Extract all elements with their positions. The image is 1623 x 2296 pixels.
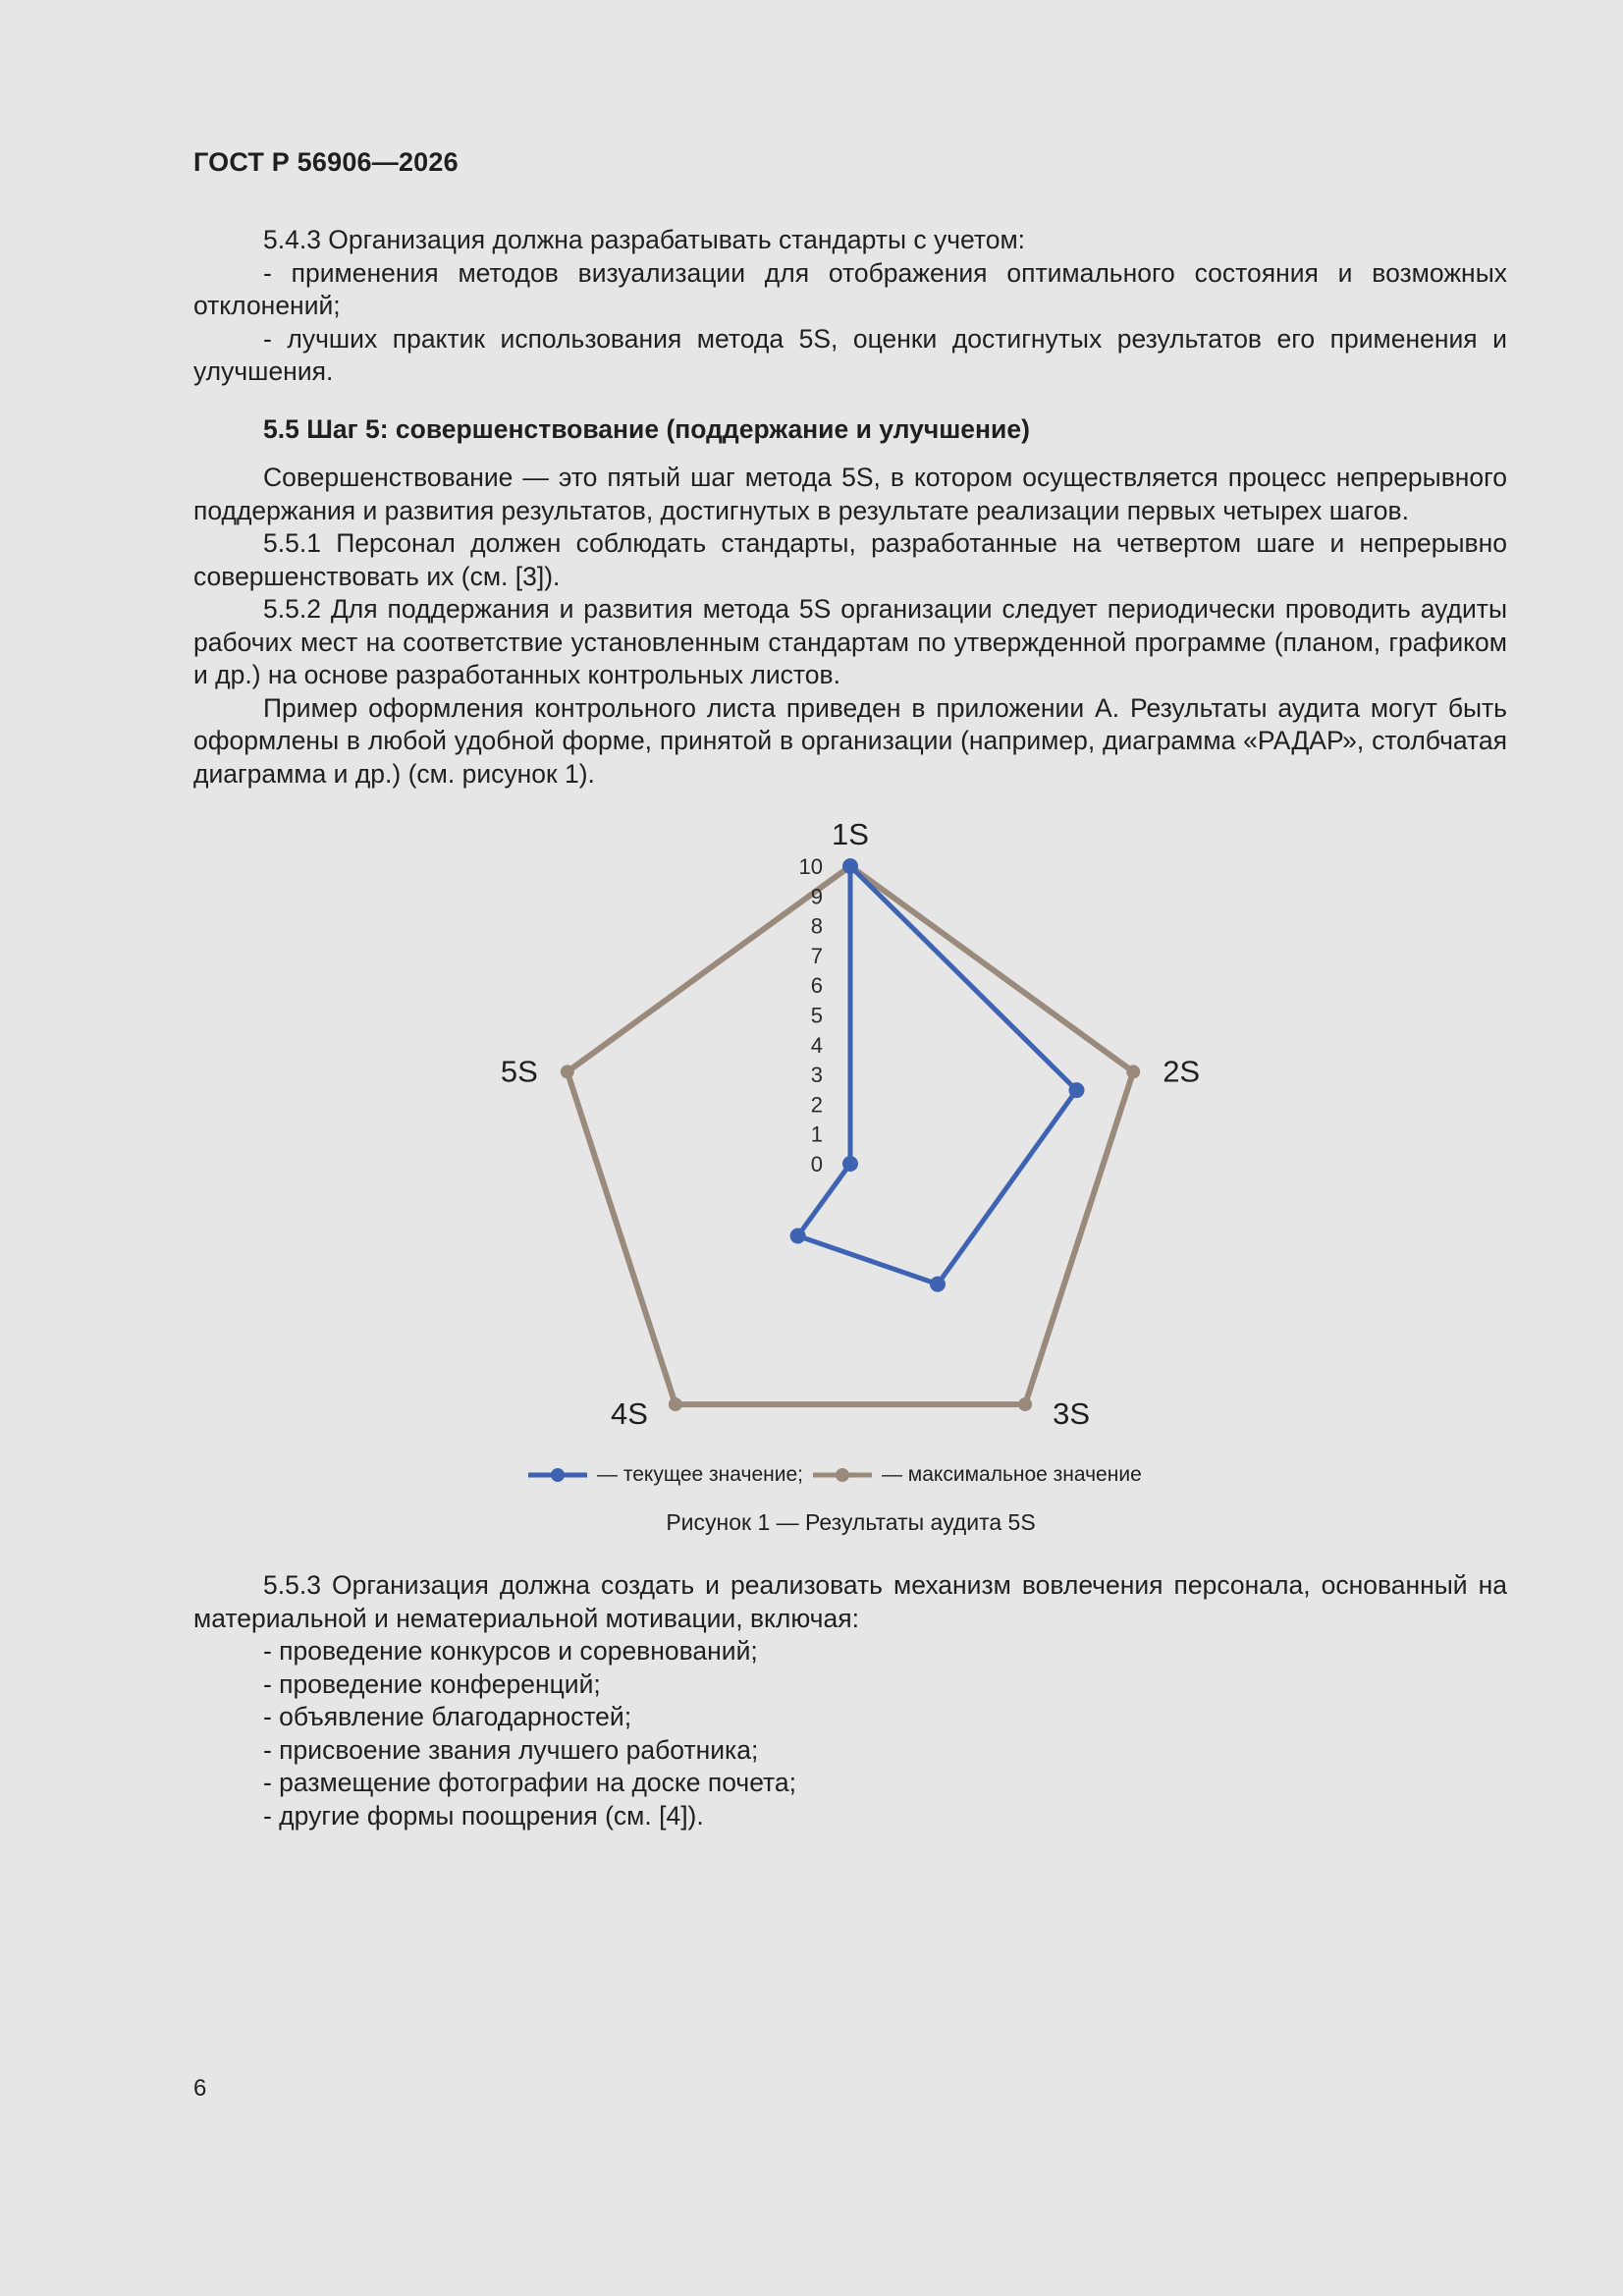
point-max-2S — [1126, 1065, 1140, 1078]
chart-legend — [526, 1463, 1142, 1487]
paragraph: 5.5.3 Организация должна создать и реализовать механизм вовлечения персонала, основанный на материальной и нематериальной мотивации, включая: — [193, 1570, 1507, 1633]
list-item: - проведение конференций; — [263, 1668, 601, 1699]
tick-label: 8 — [810, 913, 823, 939]
point-max-5S — [561, 1065, 574, 1078]
page-number: 6 — [193, 2075, 207, 2102]
list-item: - присвоение звания лучшего работника; — [263, 1734, 759, 1765]
clause-5-5-3 — [193, 1569, 1507, 1832]
point-current-2S — [1069, 1082, 1085, 1098]
paragraph: 5.5.2 Для поддержания и развития метода 5S организации следует периодически проводить аудиты рабочих мест на соответствие установленным стандартам по утвержденной программе (планом, графиком и др.) на основе разработанных контрольных листов. — [193, 594, 1507, 689]
list-item: - проведение конкурсов и соревнований; — [263, 1636, 758, 1666]
point-current-1S — [842, 858, 858, 874]
section-5-5-body — [193, 462, 1507, 791]
paragraph: 5.4.3 Организация должна разрабатывать стандарты с учетом: — [263, 225, 1026, 254]
list-item: - применения методов визуализации для отображения оптимального состояния и возможных отклонений; — [193, 257, 1507, 320]
tick-label: 4 — [810, 1032, 823, 1058]
radar-chart-svg — [0, 805, 1623, 1561]
section-heading: 5.5 Шаг 5: совершенствование (поддержание и улучшение) — [263, 414, 1030, 444]
tick-label: 0 — [810, 1152, 823, 1176]
paragraph: Совершенствование — это пятый шаг метода 5S, в котором осуществляется процесс непрерывного поддержания и развития результатов, достигнутых в результате реализации первых четырех шагов. — [193, 463, 1507, 525]
list-item: - другие формы поощрения (см. [4]). — [263, 1800, 704, 1831]
section-5-5 — [193, 413, 1507, 447]
tick-label: 3 — [810, 1063, 823, 1088]
legend-item-max — [811, 1463, 1142, 1487]
legend-label-max: — максимальное значение — [881, 1463, 1142, 1486]
tick-label: 7 — [810, 943, 823, 968]
clause-5-4-3 — [193, 224, 1507, 389]
figure-caption: Рисунок 1 — Результаты аудита 5S — [666, 1509, 1036, 1535]
radar-chart — [0, 805, 1623, 1561]
point-max-4S — [669, 1397, 682, 1411]
tick-label: 1 — [810, 1121, 823, 1147]
axis-label-4S: 4S — [610, 1396, 648, 1432]
list-item: - объявление благодарностей; — [263, 1702, 632, 1731]
legend-marker-current — [526, 1466, 589, 1484]
legend-marker-max — [811, 1466, 874, 1484]
document-header: ГОСТ Р 56906—2026 — [193, 147, 459, 177]
paragraph: Пример оформления контрольного листа приведен в приложении А. Результаты аудита могут быть оформлены в любой удобной форме, принятой в организации (например, диаграмма «РАДАР», столбчатая диаграмма и др.) (см. рисунок 1). — [193, 692, 1507, 789]
point-max-3S — [1018, 1397, 1032, 1411]
axis-label-1S: 1S — [832, 817, 869, 851]
motivation-list — [193, 1635, 1507, 1832]
legend-item-current — [526, 1463, 803, 1487]
point-current-5S — [842, 1156, 858, 1172]
axis-label-2S: 2S — [1163, 1054, 1201, 1089]
tick-label: 6 — [810, 973, 823, 999]
tick-label: 9 — [810, 884, 823, 909]
tick-label: 5 — [810, 1003, 823, 1028]
axis-label-5S: 5S — [500, 1054, 538, 1089]
legend-label-current: — текущее значение; — [597, 1463, 803, 1486]
point-current-4S — [790, 1229, 806, 1244]
axis-label-3S: 3S — [1053, 1396, 1091, 1432]
point-current-3S — [930, 1277, 946, 1292]
tick-label: 2 — [810, 1092, 823, 1118]
tick-label: 10 — [798, 854, 823, 879]
paragraph: 5.5.1 Персонал должен соблюдать стандарты, разработанные на четвертом шаге и непрерывно совершенствовать их (см. [3]). — [193, 528, 1507, 591]
list-item: - размещение фотографии на доске почета; — [263, 1768, 796, 1797]
list-item: - лучших практик использования метода 5S, оценки достигнутых результатов его применения и улучшения. — [193, 323, 1507, 386]
